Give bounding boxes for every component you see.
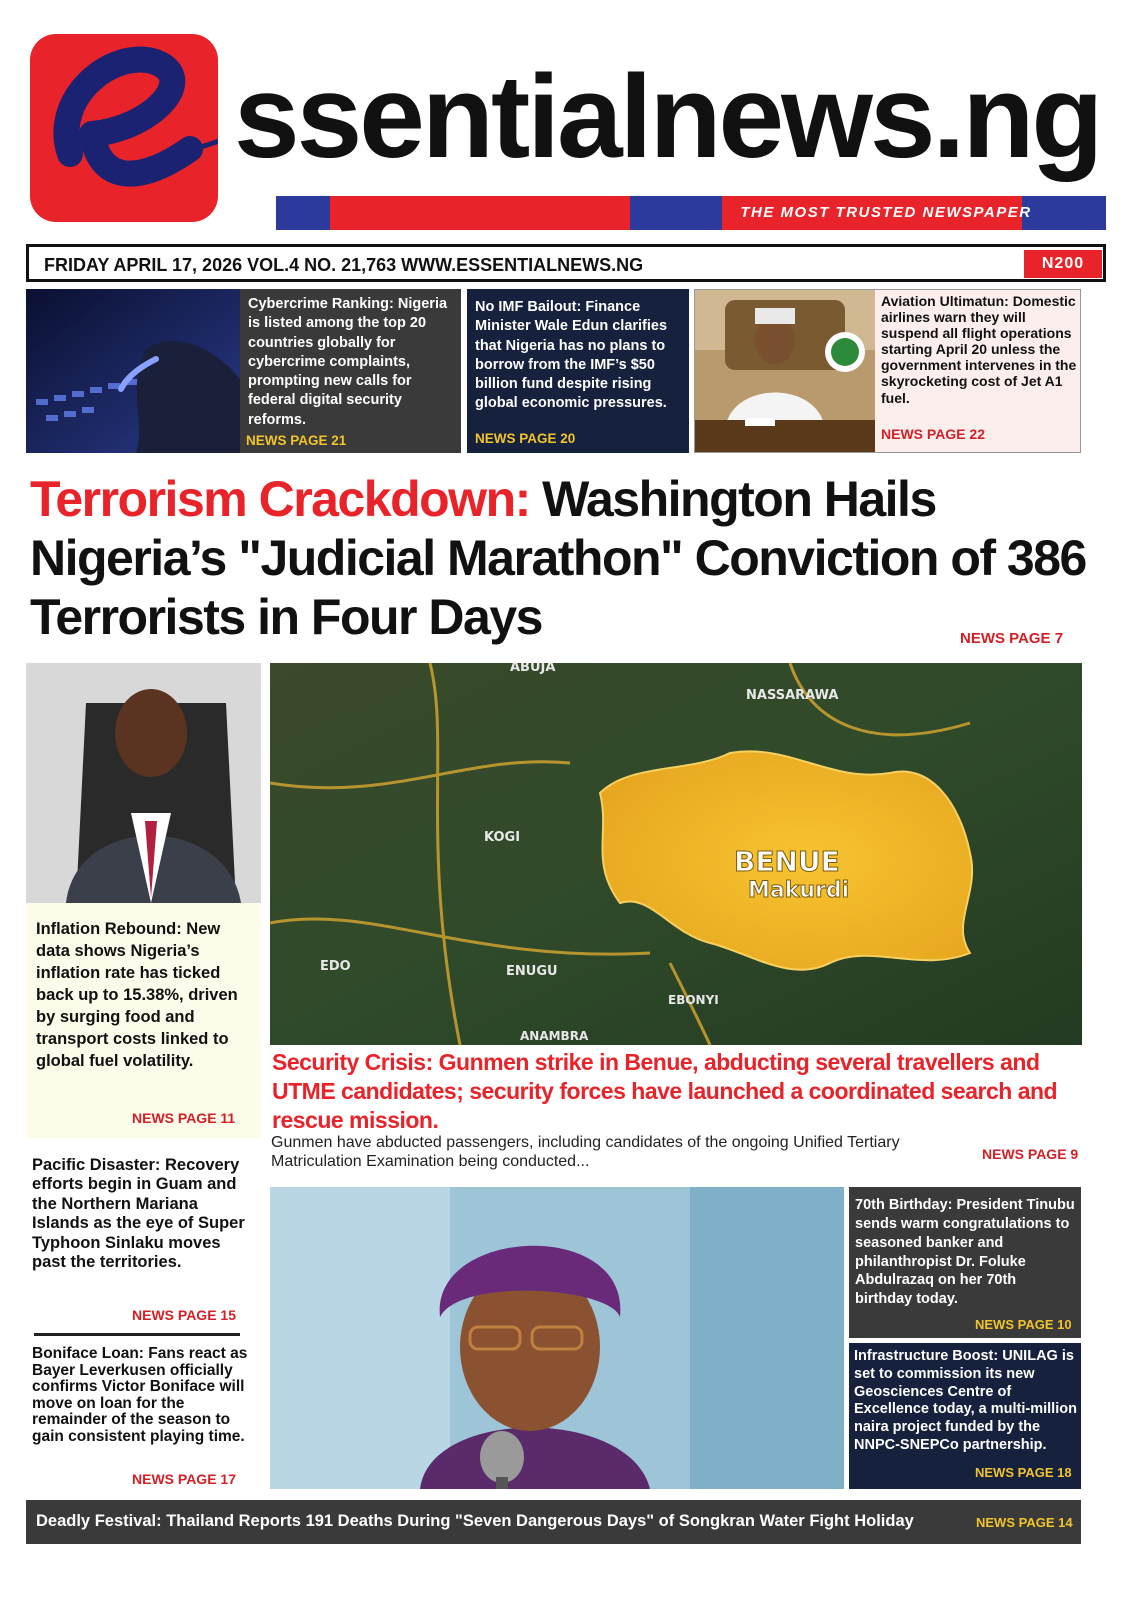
top-story-imf[interactable] <box>467 289 689 453</box>
page-ref[interactable]: NEWS PAGE 18 <box>975 1465 1072 1480</box>
map-label: EBONYI <box>668 993 719 1007</box>
page-ref[interactable]: NEWS PAGE 10 <box>975 1317 1072 1332</box>
banker-portrait <box>26 663 261 903</box>
brand-name[interactable]: ssentialnews.ng <box>234 51 1101 183</box>
page-ref[interactable]: NEWS PAGE 22 <box>881 426 985 442</box>
tagline: THE MOST TRUSTED NEWSPAPER <box>740 204 1032 221</box>
lead-headline[interactable] <box>30 470 1090 647</box>
story-text: Inflation Rebound: New data shows Nigeria’s inflation rate has ticked back up to 15.38%, driven by surging food and transport costs linked to global fuel volatility. <box>36 920 238 1070</box>
map-label: ANAMBRA <box>520 1029 589 1043</box>
story-text: Pacific Disaster: Recovery efforts begin in Guam and the Northern Mariana Islands as the eye of Super Typhoon Sinlaku moves past the territories. <box>32 1156 245 1272</box>
security-page-ref[interactable]: NEWS PAGE 9 <box>982 1146 1079 1162</box>
dateline: FRIDAY APRIL 17, 2026 VOL.4 NO. 21,763 WWW.ESSENTIALNEWS.NG <box>44 255 644 275</box>
map-label: ENUGU <box>506 964 558 979</box>
price-badge: N200 <box>1024 250 1102 278</box>
headline-text: Washington Hails Nigeria’s "Judicial Marathon" Conviction of 386 Terrorists in Four Days <box>30 471 1086 645</box>
map-label: EDO <box>320 959 351 974</box>
map-label: Makurdi <box>748 878 850 903</box>
lead-page-ref[interactable]: NEWS PAGE 7 <box>960 630 1064 647</box>
page-ref[interactable]: NEWS PAGE 21 <box>246 433 347 448</box>
story-text: Cybercrime Ranking: Nigeria is listed among the top 20 countries globally for cybercrime complaints, prompting new calls for federal digital security reforms. <box>248 296 448 428</box>
security-headline[interactable]: Security Crisis: Gunmen strike in Benue, abducting several travellers and UTME candidates; security forces have launched a coordinated search and rescue mission. <box>272 1049 1058 1133</box>
inflation-story[interactable] <box>26 903 261 1138</box>
page-ref[interactable]: NEWS PAGE 11 <box>132 1110 236 1126</box>
divider <box>34 1333 240 1336</box>
unilag-story[interactable] <box>849 1343 1081 1489</box>
story-text: Infrastructure Boost: UNILAG is set to commission its new Geosciences Centre of Excellence today, a multi-million naira project funded by the NNPC-SNEPCo partnership. <box>854 1348 1077 1454</box>
benue-map[interactable] <box>270 663 1082 1045</box>
headline-kicker: Terrorism Crackdown: <box>30 471 530 527</box>
logo-mark[interactable] <box>30 34 218 222</box>
keyboard-photo <box>26 289 240 453</box>
bottom-story-bar[interactable] <box>26 1500 1081 1544</box>
map-label: KOGI <box>484 830 521 845</box>
map-label: ABUJA <box>510 663 556 675</box>
page-ref[interactable]: NEWS PAGE 14 <box>976 1515 1073 1530</box>
logo-e-icon <box>30 34 218 222</box>
bottom-story-text: Deadly Festival: Thailand Reports 191 Deaths During "Seven Dangerous Days" of Songkran Water Fight Holiday <box>36 1512 914 1530</box>
top-story-aviation[interactable] <box>694 289 1081 453</box>
top-story-cybercrime[interactable] <box>26 289 461 453</box>
pacific-story[interactable] <box>26 1150 261 1330</box>
story-text: Aviation Ultimatun: Domestic airlines warn they will suspend all flight operations starting April 20 unless the government intervenes in the skyrocketing cost of Jet A1 fuel. <box>881 293 1077 406</box>
story-text: 70th Birthday: President Tinubu sends warm congratulations to seasoned banker and philanthropist Dr. Foluke Abdulrazaq on her 70th birthday today. <box>855 1197 1075 1308</box>
map-label: NASSARAWA <box>746 688 839 703</box>
story-text: Boniface Loan: Fans react as Bayer Leverkusen officially confirms Victor Boniface will move on loan for the remainder of the season to gain consistent playing time. <box>32 1345 248 1445</box>
map-label: BENUE <box>734 845 840 878</box>
page-ref[interactable]: NEWS PAGE 15 <box>132 1307 236 1323</box>
page-ref[interactable]: NEWS PAGE 17 <box>132 1471 236 1487</box>
security-summary: Gunmen have abducted passengers, including candidates of the ongoing Unified Tertiary Matriculation Examination being conducted... <box>271 1134 900 1170</box>
story-text: No IMF Bailout: Finance Minister Wale Edun clarifies that Nigeria has no plans to borrow from the IMF’s $50 billion fund despite rising global economic pressures. <box>475 299 668 412</box>
woman-speaking-photo <box>270 1187 844 1489</box>
boniface-story[interactable] <box>26 1340 261 1490</box>
page-ref[interactable]: NEWS PAGE 20 <box>475 431 576 446</box>
official-photo <box>695 290 875 452</box>
birthday-story[interactable] <box>849 1187 1081 1338</box>
